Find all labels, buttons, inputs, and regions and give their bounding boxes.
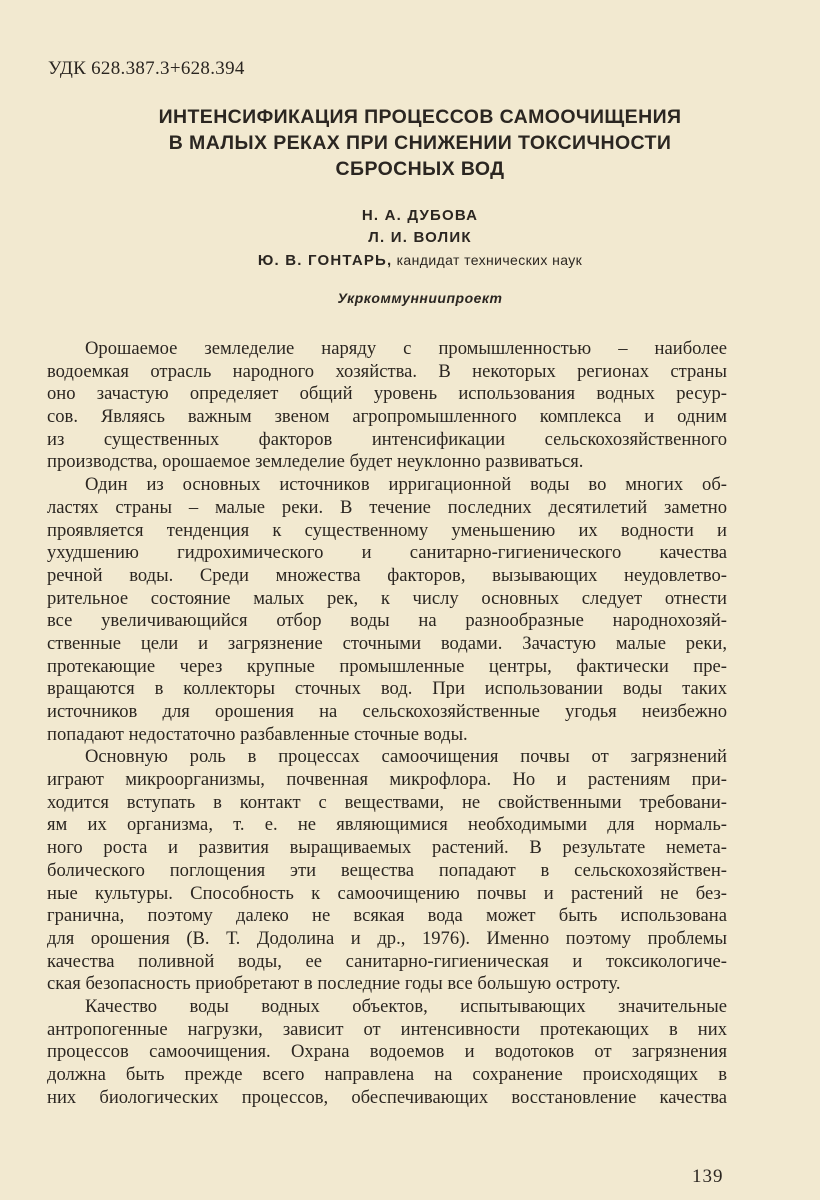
author-name: Н. А. ДУБОВА [361, 207, 479, 224]
author [120, 227, 720, 249]
paragraph [47, 996, 727, 1109]
text-line: из существенных факторов интенсификации сельскохозяйственного [47, 428, 727, 450]
text-line: болического поглощения эти вещества попадают в сельскохозяйствен- [47, 859, 727, 881]
author-list [120, 205, 720, 272]
paragraph [47, 474, 727, 746]
text-line: Качество воды водных объектов, испытывающих значительные [85, 995, 727, 1017]
udc-code: УДК 628.387.3+628.394 [48, 58, 245, 79]
text-line: ственные цели и загрязнение сточными водами. Зачастую малые реки, [47, 632, 727, 654]
text-line: рительное состояние малых рек, к числу основных следует отнести [47, 587, 727, 609]
text-line: все увеличивающийся отбор воды на разнообразные народнохозяй- [47, 610, 727, 632]
text-line: ям их организма, т. е. не являющимися необходимыми для нормаль- [47, 814, 727, 836]
text-line: Орошаемое земледелие наряду с промышленностью – наиболее [85, 338, 727, 359]
text-line: водоемкая отрасль народного хозяйства. В некоторых регионах страны [47, 360, 727, 382]
author-degree: кандидат технических наук [396, 252, 583, 268]
text-line: речной воды. Среди множества факторов, вызывающих неудовлетво- [47, 564, 727, 586]
text-line: процессов самоочищения. Охрана водоемов и водотоков от загрязнения [47, 1041, 727, 1063]
title-line: ИНТЕНСИФИКАЦИЯ ПРОЦЕССОВ САМООЧИЩЕНИЯ [158, 106, 682, 128]
text-line: попадают недостаточно разбавленные сточные воды. [47, 723, 468, 745]
page-number: 139 [692, 1166, 724, 1187]
organization: Укркоммунниипроект [337, 290, 503, 306]
text-line: них биологических процессов, обеспечивающих восстановление качества [47, 1086, 727, 1108]
text-line: ходится вступать в контакт с веществами, не свойственными требовани- [47, 791, 727, 813]
title-line: В МАЛЫХ РЕКАХ ПРИ СНИЖЕНИИ ТОКСИЧНОСТИ [168, 132, 672, 154]
text-line: ластях страны – малые реки. В течение последних десятилетий заметно [47, 496, 727, 518]
author [120, 249, 720, 272]
text-line: проявляется тенденция к существенному уменьшению их водности и [47, 519, 727, 541]
text-line: играют микроорганизмы, почвенная микрофлора. Но и растениям при- [47, 769, 727, 791]
text-line: источников для орошения на сельскохозяйственные угодья неизбежно [47, 701, 727, 722]
text-line: оно зачастую определяет общий уровень использования водных ресур- [47, 383, 727, 405]
text-line: качества поливной воды, ее санитарно-гигиеническая и токсикологиче- [47, 950, 727, 972]
text-line: вращаются в коллекторы сточных вод. При использовании воды таких [47, 678, 727, 700]
text-line: ного роста и развития выращиваемых растений. В результате немета- [47, 837, 727, 859]
text-line: антропогенные нагрузки, зависит от интенсивности протекающих в них [47, 1018, 727, 1040]
body-text [47, 338, 727, 1109]
text-line: сов. Являясь важным звеном агропромышленного комплекса и одним [47, 406, 727, 428]
text-line: Основную роль в процессах самоочищения почвы от загрязнений [85, 746, 727, 768]
text-line: ухудшению гидрохимического и санитарно-гигиенического качества [47, 542, 727, 564]
text-line: производства, орошаемое земледелие будет неуклонно развиваться. [47, 451, 584, 473]
paragraph [47, 338, 727, 474]
author-name: Ю. В. ГОНТАРЬ, [257, 252, 393, 269]
author [120, 205, 720, 227]
author-name: Л. И. ВОЛИК [368, 229, 472, 246]
text-line: гранична, поэтому далеко не всякая вода может быть использована [47, 905, 727, 927]
text-line: ные культуры. Способность к самоочищению почвы и растений не без- [47, 882, 727, 904]
text-line: должна быть прежде всего направлена на сохранение происходящих в [47, 1064, 727, 1085]
text-line: для орошения (В. Т. Додолина и др., 1976). Именно поэтому проблемы [47, 927, 727, 949]
text-line: Один из основных источников ирригационной воды во многих об- [85, 474, 727, 496]
article-title [120, 104, 720, 182]
paragraph [47, 746, 727, 996]
text-line: протекающие через крупные промышленные центры, фактически пре- [47, 655, 727, 677]
text-line: ская безопасность приобретают в последние годы все большую остроту. [47, 973, 621, 995]
title-line: СБРОСНЫХ ВОД [335, 158, 505, 180]
